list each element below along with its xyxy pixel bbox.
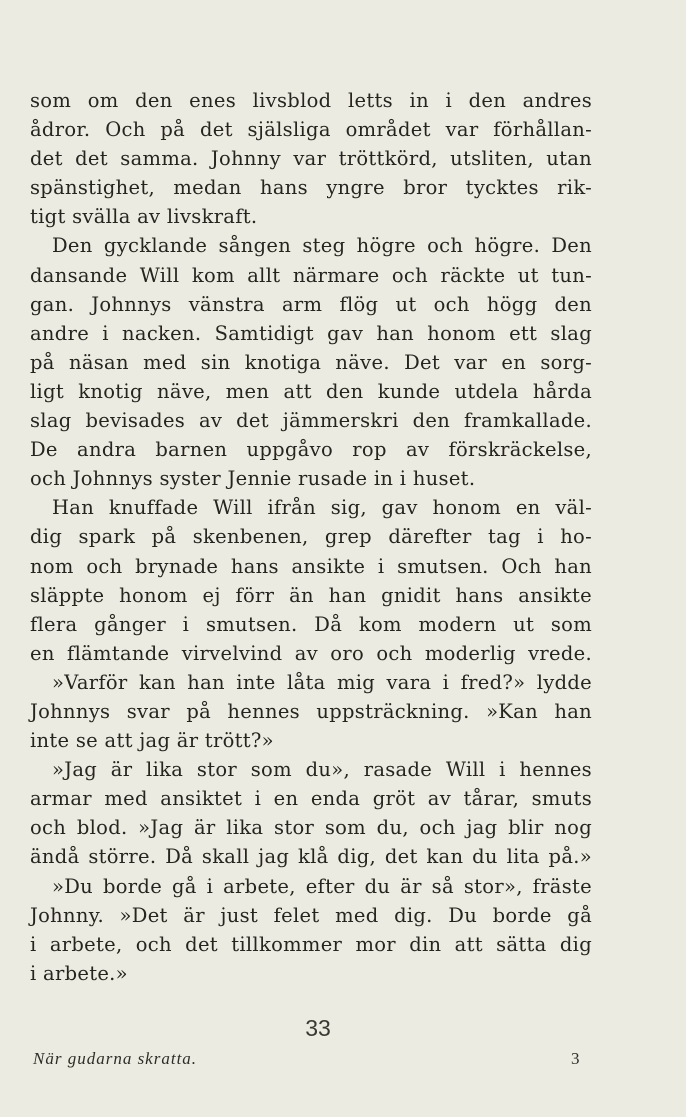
- paragraph-4: [30, 668, 592, 755]
- body-text: [30, 86, 592, 988]
- text-line: slag bevisades av det jämmerskri den framkallade.: [30, 409, 592, 433]
- paragraph-1: [30, 86, 592, 231]
- text-line: nom och brynade hans ansikte i smutsen. Och han: [30, 554, 592, 578]
- text-line: på näsan med sin knotiga näve. Det var en sorg-: [30, 350, 592, 374]
- text-line: Johnnys svar på hennes uppsträckning. »Kan han: [30, 699, 592, 723]
- text-line: gan. Johnnys vänstra arm flög ut och högg den: [30, 292, 592, 316]
- text-line: dig spark på skenbenen, grep därefter tag i ho-: [30, 525, 592, 549]
- text-line: Johnny. »Det är just felet med dig. Du borde gå: [30, 903, 592, 927]
- text-line: en flämtande virvelvind av oro och moderlig vrede.: [30, 641, 592, 665]
- text-line: armar med ansiktet i en enda gröt av tårar, smuts: [30, 787, 592, 811]
- text-line: spänstighet, medan hans yngre bror tycktes rik-: [30, 176, 592, 200]
- text-line: Den gycklande sången steg högre och högre. Den: [52, 234, 592, 258]
- text-line: »Jag är lika stor som du», rasade Will i hennes: [52, 758, 592, 782]
- page-number: 33: [305, 1015, 331, 1041]
- text-line: ligt knotig näve, men att den kunde utdela hårda: [30, 379, 592, 403]
- text-line: De andra barnen uppgåvo rop av förskräckelse,: [30, 438, 592, 462]
- text-line: inte se att jag är trött?»: [30, 729, 274, 753]
- paragraph-3: [30, 493, 592, 668]
- text-line: det det samma. Johnny var tröttkörd, utsliten, utan: [30, 147, 592, 171]
- text-line: i arbete, och det tillkommer mor din att sätta dig: [30, 932, 592, 956]
- signature-mark: 3: [571, 1049, 580, 1068]
- text-line: ändå större. Då skall jag klå dig, det kan du lita på.»: [30, 845, 592, 869]
- text-line: som om den enes livsblod letts in i den andres: [30, 89, 592, 112]
- text-line: släppte honom ej förr än han gnidit hans ansikte: [30, 583, 592, 607]
- signature-title: När gudarna skratta.: [33, 1049, 198, 1068]
- text-line: tigt svälla av livskraft.: [30, 205, 258, 229]
- paragraph-6: [30, 872, 592, 988]
- text-line: ådror. Och på det själsliga området var förhållan-: [30, 118, 592, 142]
- paragraph-2: [30, 231, 592, 493]
- text-line: och blod. »Jag är lika stor som du, och jag blir nog: [30, 816, 592, 840]
- text-line: »Du borde gå i arbete, efter du är så stor», fräste: [52, 874, 592, 898]
- text-line: Han knuffade Will ifrån sig, gav honom en väl-: [52, 496, 592, 520]
- text-line: och Johnnys syster Jennie rusade in i huset.: [30, 467, 476, 491]
- text-line: andre i nacken. Samtidigt gav han honom ett slag: [30, 321, 592, 345]
- text-line: flera gånger i smutsen. Då kom modern ut som: [30, 612, 592, 636]
- text-line: i arbete.»: [30, 961, 128, 985]
- text-line: dansande Will kom allt närmare och räckte ut tun-: [30, 263, 592, 287]
- text-line: »Varför kan han inte låta mig vara i fred?» lydde: [52, 670, 592, 694]
- paragraph-5: [30, 755, 592, 871]
